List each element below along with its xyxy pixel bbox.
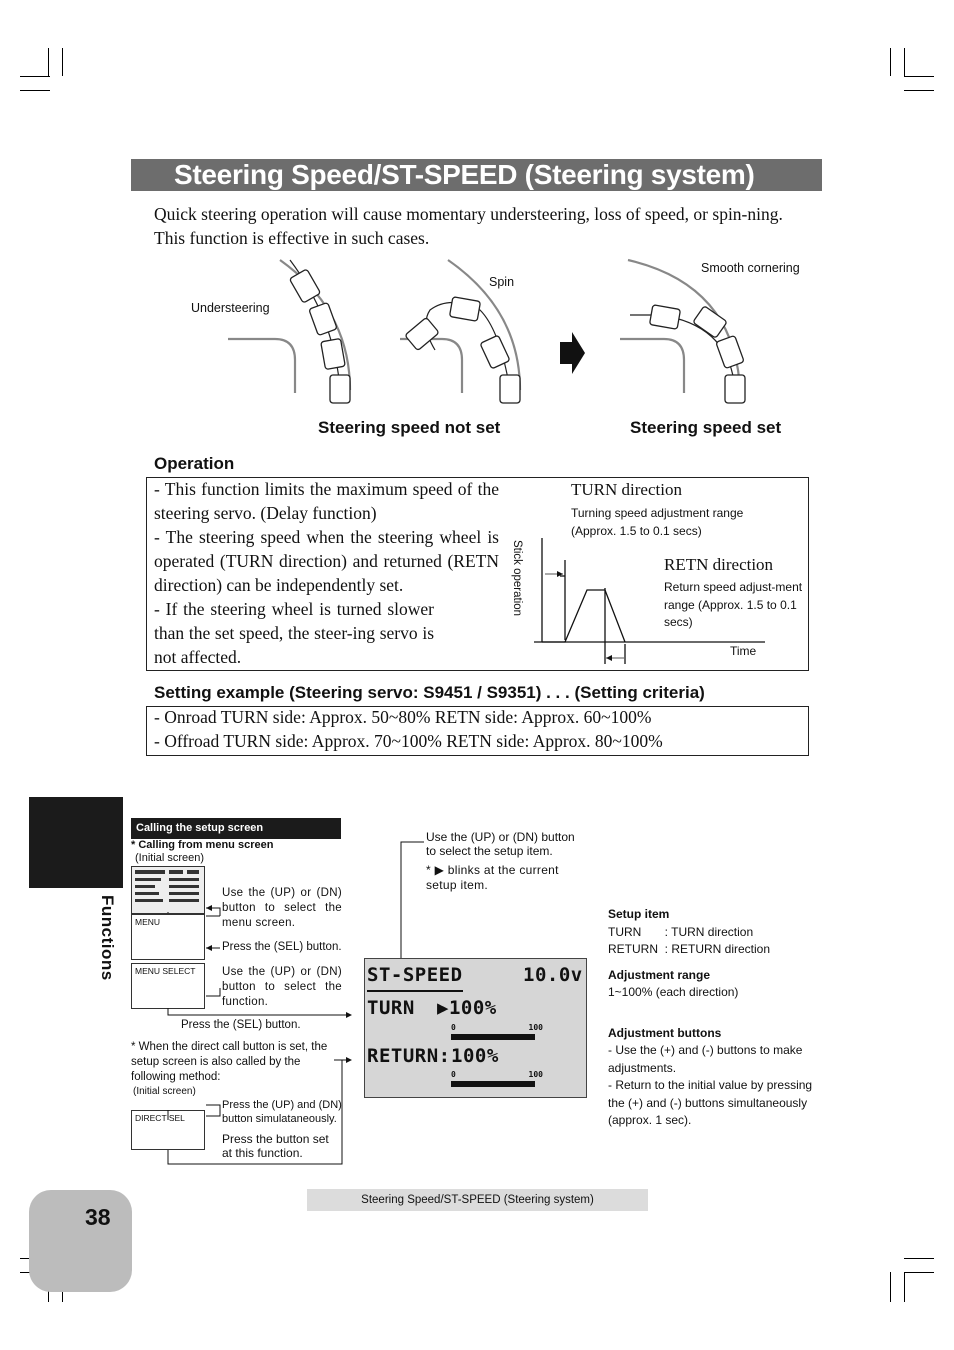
lcd-voltage: 10.0v [523, 964, 583, 986]
page-title: Steering Speed/ST-SPEED (Steering system) [174, 159, 755, 190]
crop-mark [62, 48, 63, 76]
lcd-return-scale-max: 100 [528, 1070, 543, 1079]
lcd-return-bar [451, 1081, 535, 1087]
calling-step2: Use the (UP) or (DN) button to select the function. [222, 966, 342, 1008]
title-bar [131, 159, 822, 191]
speed-graph [530, 538, 770, 670]
lcd-note-buttons: Use the (UP) or (DN) button to select the setup item. [426, 830, 575, 858]
buttons-text1: - Use the (+) and (-) buttons to make adjustments. [608, 1043, 803, 1075]
calling-step4: Press the button set at this function. [222, 1132, 329, 1160]
calling-flow-lines [120, 820, 360, 1170]
lcd-title-underline [367, 990, 463, 992]
lcd-return-scale-min: 0 [451, 1070, 456, 1079]
side-tab-label: Functions [98, 895, 117, 981]
intro-text: Quick steering operation will cause momentary understeering, loss of speed, or spin-ning. This function is effective in such cases. [154, 204, 783, 248]
crop-mark [20, 76, 50, 77]
operation-line: - This function limits the maximum speed of the steering servo. (Delay function) [154, 479, 499, 523]
operation-heading: Operation [154, 454, 235, 473]
lcd-turn-bar-fill [452, 1035, 534, 1039]
turn-desc: Turning speed adjustment range (Approx. 1.5 to 0.1 secs) [571, 506, 744, 538]
turn-title: TURN direction [571, 480, 682, 499]
lcd-return-label: RETURN: [367, 1045, 451, 1067]
lcd-return-bar-fill [452, 1082, 534, 1086]
lcd-turn-scale-min: 0 [451, 1023, 456, 1032]
page-number-tab [29, 1190, 132, 1292]
setup-item-turn: TURN : TURN direction [608, 924, 754, 939]
retn-title: RETN direction [664, 555, 774, 574]
crop-mark [890, 48, 891, 76]
calling-press-sel1: Press the (SEL) button. [222, 941, 342, 953]
label-set: Steering speed set [630, 418, 782, 437]
operation-line: - The steering speed when the steering wheel is operated (TURN direction) and returned (RETN direction) can be independently set. [154, 527, 499, 595]
buttons-text2: - Return to the initial value by pressing the (+) and (-) buttons simultaneously (approx. 1 sec). [608, 1078, 813, 1127]
range-heading: Adjustment range [608, 967, 711, 982]
lcd-title: ST-SPEED [367, 964, 463, 986]
menu-select-label: MENU SELECT [135, 966, 196, 976]
page-number: 38 [85, 1204, 111, 1230]
lcd-screen [364, 958, 587, 1098]
calling-from-menu: * Calling from menu screen [131, 839, 274, 851]
caption-spin: Spin [489, 275, 515, 289]
buttons-heading: Adjustment buttons [608, 1025, 722, 1040]
range-value: 1~100% (each direction) [608, 985, 739, 999]
crop-mark [904, 90, 934, 91]
operation-text [154, 477, 499, 669]
x-axis-label: Time [730, 644, 757, 658]
lcd-turn-scale-max: 100 [528, 1023, 543, 1032]
crop-mark [904, 76, 934, 77]
caption-understeering: Understeering [191, 301, 270, 315]
label-not-set: Steering speed not set [318, 418, 501, 437]
operation-line: - If the steering wheel is turned slower than the set speed, the steer-ing servo is not affected. [154, 599, 434, 667]
setting-onroad: - Onroad TURN side: Approx. 50~80% RETN side: Approx. 60~100% [154, 707, 652, 727]
side-tab [29, 797, 123, 888]
setting-heading: Setting example (Steering servo: S9451 / S9351) . . . (Setting criteria) [154, 683, 705, 702]
crop-mark [904, 48, 905, 76]
setup-item-return: RETURN : RETURN direction [608, 942, 771, 956]
retn-desc: Return speed adjust-ment range (Approx. 1.5 to 0.1 secs) [664, 580, 803, 629]
crop-mark [904, 1272, 905, 1302]
crop-mark [48, 48, 49, 76]
lcd-return-value: 100% [451, 1045, 499, 1067]
crop-mark [20, 90, 50, 91]
calling-initial: (Initial screen) [135, 852, 205, 864]
setting-offroad: - Offroad TURN side: Approx. 70~100% RETN side: Approx. 80~100% [154, 731, 663, 751]
caption-smooth: Smooth cornering [701, 261, 800, 275]
footer-label [307, 1189, 648, 1211]
lcd-note-blinks: * ▶ blinks at the current setup item. [426, 863, 559, 892]
direct-sel-label: DIRECT SEL [135, 1113, 185, 1123]
calling-press-sel2: Press the (SEL) button. [181, 1019, 301, 1031]
calling-step3: Press the (UP) and (DN) button simulataneously. [222, 1099, 342, 1125]
calling-header: Calling the setup screen [131, 818, 341, 839]
crop-mark [890, 1272, 891, 1302]
lcd-turn-label: TURN [367, 997, 415, 1019]
footer-text: Steering Speed/ST-SPEED (Steering system) [361, 1194, 594, 1206]
y-axis-label: Stick operation [511, 540, 523, 617]
menu-label: MENU [135, 917, 161, 927]
lcd-turn-value: ▶100% [437, 997, 497, 1019]
crop-mark [904, 1272, 934, 1273]
calling-step1: Use the (UP) or (DN) button to select the menu screen. [222, 887, 342, 929]
lcd-turn-bar [451, 1034, 535, 1040]
calling-direct-note: * When the direct call button is set, the setup screen is also called by the following method: [131, 1041, 328, 1083]
setting-text [154, 705, 794, 753]
calling-initial2: (Initial screen) [133, 1086, 196, 1097]
crop-mark [904, 1258, 934, 1259]
setup-item-heading: Setup item [608, 907, 670, 921]
setup-info [608, 906, 828, 1130]
